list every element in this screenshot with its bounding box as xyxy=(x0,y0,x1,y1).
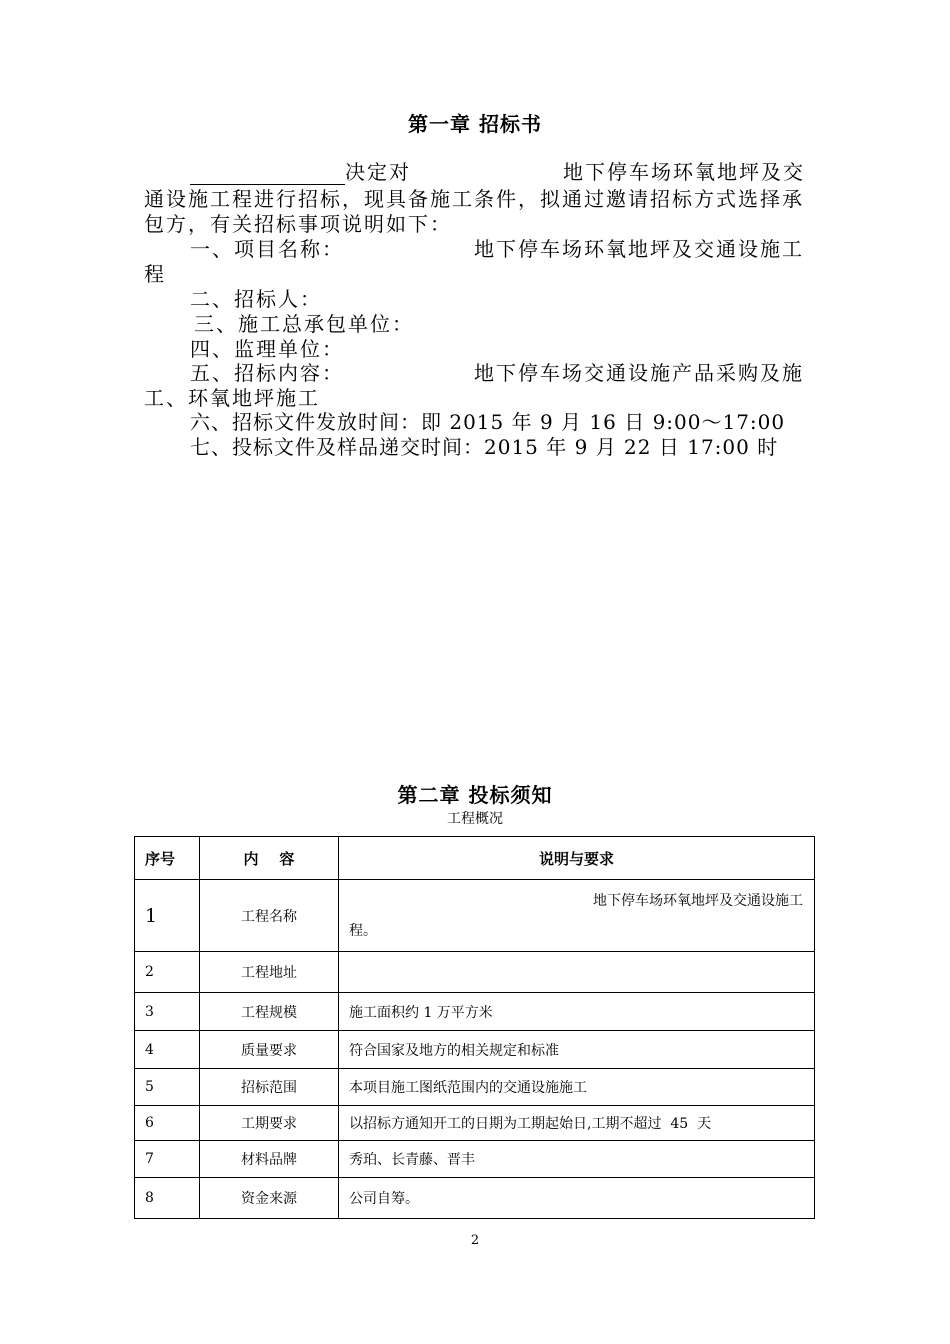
cell-desc: 本项目施工图纸范围内的交通设施施工 xyxy=(339,1069,815,1106)
intro-line-1 xyxy=(190,156,411,185)
header-item: 内 容 xyxy=(200,837,339,880)
item6: 六、招标文件发放时间：即 2015 年 9 月 16 日 9:00～17:00 xyxy=(190,410,786,434)
cell-no: 1 xyxy=(135,880,200,952)
intro-line-2: 通设施工程进行招标，现具备施工条件，拟通过邀请招标方式选择承 xyxy=(144,187,804,211)
cell-item: 招标范围 xyxy=(200,1069,339,1106)
cell-desc-line2: 程。 xyxy=(349,922,377,939)
table-row xyxy=(135,1178,815,1219)
cell-item: 质量要求 xyxy=(200,1031,339,1069)
item5-value: 地下停车场交通设施产品采购及施 xyxy=(474,361,804,385)
cell-item: 工期要求 xyxy=(200,1106,339,1141)
table-row xyxy=(135,1106,815,1141)
cell-no: 8 xyxy=(135,1178,200,1219)
item5-label: 五、招标内容： xyxy=(190,361,344,385)
intro-project: 地下停车场环氧地坪及交 xyxy=(563,160,805,184)
intro-line-3: 包方，有关招标事项说明如下： xyxy=(144,212,452,236)
project-overview-table xyxy=(134,836,815,1219)
cell-desc: 秀珀、长青藤、晋丰 xyxy=(339,1141,815,1178)
table-row xyxy=(135,880,815,952)
table-row xyxy=(135,1031,815,1069)
chapter2-title: 第二章 投标须知 xyxy=(397,783,553,807)
cell-no: 5 xyxy=(135,1069,200,1106)
cell-no: 3 xyxy=(135,993,200,1031)
header-desc: 说明与要求 xyxy=(339,837,815,880)
cell-item: 材料品牌 xyxy=(200,1141,339,1178)
cell-desc xyxy=(339,952,815,993)
cell-item: 工程地址 xyxy=(200,952,339,993)
cell-no: 4 xyxy=(135,1031,200,1069)
cell-desc-line1: 地下停车场环氧地坪及交通设施工 xyxy=(593,892,803,909)
table-row xyxy=(135,1141,815,1178)
item7: 七、投标文件及样品递交时间：2015 年 9 月 22 日 17:00 时 xyxy=(190,435,779,459)
item2: 二、招标人： xyxy=(190,287,322,311)
table-row xyxy=(135,1069,815,1106)
cell-item: 工程规模 xyxy=(200,993,339,1031)
item1-value: 地下停车场环氧地坪及交通设施工 xyxy=(474,237,804,261)
cell-no: 2 xyxy=(135,952,200,993)
intro-decided: 决定对 xyxy=(345,160,411,184)
cell-desc xyxy=(339,880,815,952)
blank-underline xyxy=(190,164,345,185)
table-row xyxy=(135,993,815,1031)
cell-desc: 施工面积约 1 万平方米 xyxy=(339,993,815,1031)
cell-item: 资金来源 xyxy=(200,1178,339,1219)
cell-desc: 符合国家及地方的相关规定和标准 xyxy=(339,1031,815,1069)
cell-desc: 以招标方通知开工的日期为工期起始日,工期不超过 45 天 xyxy=(339,1106,815,1141)
item1-label: 一、项目名称： xyxy=(190,237,344,261)
item5-cont: 工、环氧地坪施工 xyxy=(144,386,320,410)
table-header-row xyxy=(135,837,815,880)
page-number: 2 xyxy=(470,1233,480,1248)
cell-no: 7 xyxy=(135,1141,200,1178)
chapter1-title: 第一章 招标书 xyxy=(408,112,542,136)
cell-no: 6 xyxy=(135,1106,200,1141)
item3: 三、施工总承包单位： xyxy=(194,312,414,336)
item4: 四、监理单位： xyxy=(190,337,344,361)
section-subtitle: 工程概况 xyxy=(447,811,503,827)
table-row xyxy=(135,952,815,993)
cell-item: 工程名称 xyxy=(200,880,339,952)
cell-desc: 公司自筹。 xyxy=(339,1178,815,1219)
header-no: 序号 xyxy=(135,837,200,880)
item1-cont: 程 xyxy=(144,262,166,286)
